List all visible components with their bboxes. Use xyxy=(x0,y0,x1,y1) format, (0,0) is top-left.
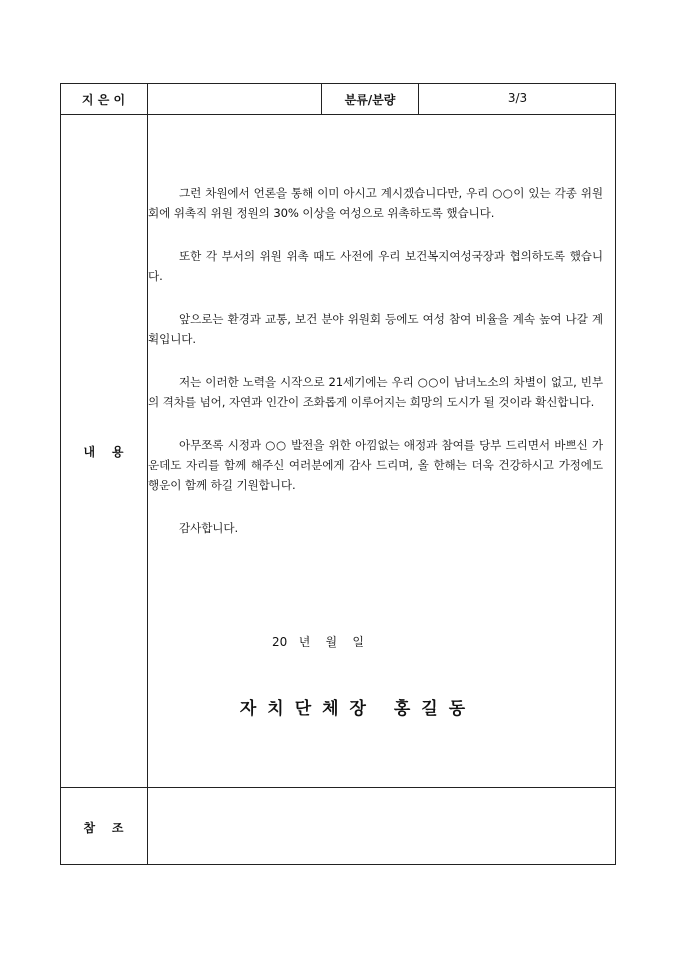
header-divider xyxy=(60,114,616,115)
paragraph: 감사합니다. xyxy=(179,521,239,535)
signature: 자치단체장 홍길동 xyxy=(239,699,477,719)
date-line: 20 년 월 일 xyxy=(271,635,364,649)
paragraph: 아무쪼록 시정과 ○○ 발전을 위한 아낌없는 애정과 참여를 당부 드리면서 바쁘신 가운데도 자리를 함께 해주신 여러분에게 감사 드리며, 올 한해는 더욱 건강하시고 가정에도 행운이 함께 하길 기원합니다. xyxy=(148,438,603,492)
content-body xyxy=(148,183,603,561)
author-label: 지 은 이 xyxy=(81,93,126,107)
reference-label: 참 조 xyxy=(83,821,124,835)
category-label: 분류/분량 xyxy=(344,93,396,107)
paragraph: 앞으로는 환경과 교통, 보건 분야 위원회 등에도 여성 참여 비율을 계속 높여 나갈 계획입니다. xyxy=(148,312,603,346)
content-label: 내 용 xyxy=(83,445,124,459)
paragraph: 또한 각 부서의 위원 위촉 때도 사전에 우리 보건복지여성국장과 협의하도록 했습니다. xyxy=(148,249,603,283)
paragraph: 그런 차원에서 언론을 통해 이미 아시고 계시겠습니다만, 우리 ○○이 있는 각종 위원회에 위촉직 위원 정원의 30% 이상을 여성으로 위촉하도록 했습니다. xyxy=(148,186,603,220)
content-divider xyxy=(60,787,616,788)
paragraph: 저는 이러한 노력을 시작으로 21세기에는 우리 ○○이 남녀노소의 차별이 없고, 빈부의 격차를 넘어, 자연과 인간이 조화롭게 이루어지는 희망의 도시가 될 것이라 확신합니다. xyxy=(148,375,603,409)
category-value: 3/3 xyxy=(507,91,528,105)
